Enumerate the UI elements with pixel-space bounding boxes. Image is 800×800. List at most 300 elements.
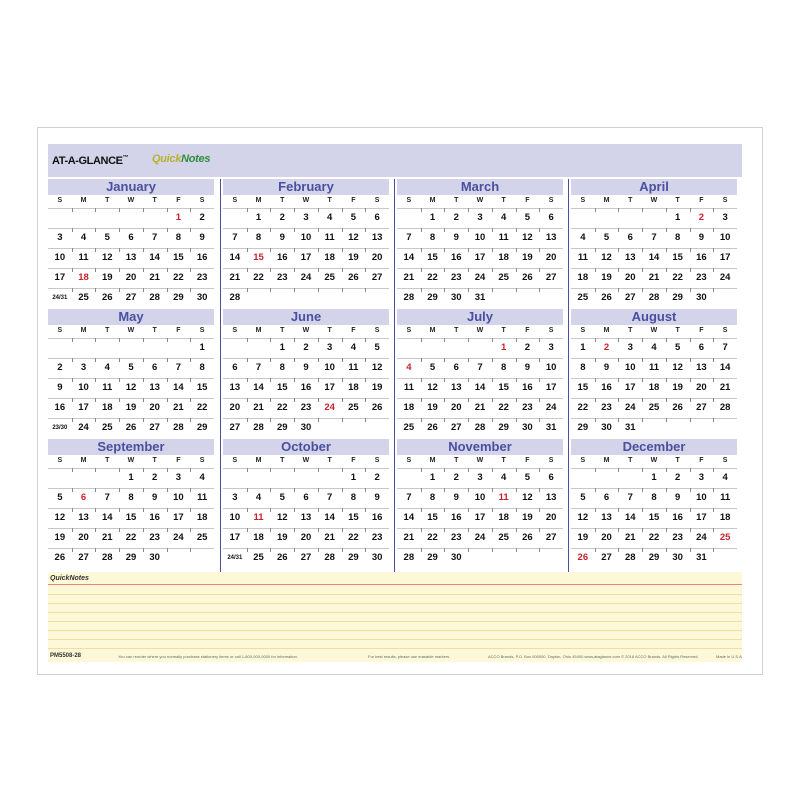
day-cell: 8 <box>651 492 657 503</box>
day-cell: 23 <box>300 402 312 413</box>
day-cell: 19 <box>427 402 438 413</box>
day-cell: 18 <box>577 272 589 283</box>
day-cell: 27 <box>149 422 160 433</box>
weekday-label: S <box>199 457 205 464</box>
day-cell: 3 <box>477 472 483 483</box>
weekday-label: M <box>429 327 436 334</box>
day-cell: 2 <box>279 212 285 223</box>
weekday-label: S <box>232 457 238 464</box>
day-cell: 4 <box>199 472 205 483</box>
day-cell: 29 <box>577 422 589 433</box>
weekday-label: T <box>454 197 459 204</box>
day-cell: 19 <box>577 532 589 543</box>
day-cell: 17 <box>696 512 707 523</box>
day-cell: 12 <box>276 512 288 523</box>
weekday-label: M <box>255 327 262 334</box>
note-rule <box>48 648 742 649</box>
day-cell: 15 <box>348 512 359 523</box>
day-cell: 27 <box>696 402 707 413</box>
day-cell: 2 <box>199 212 205 223</box>
day-cell: 15 <box>196 382 208 393</box>
footer-text-origin: Made in U.S.A. <box>716 654 743 659</box>
footer-text-markers: For best results, please use erasable markers. <box>368 654 451 659</box>
day-cell: 27 <box>545 532 557 543</box>
day-cell: 29 <box>125 552 137 563</box>
day-cell: 3 <box>175 472 182 483</box>
day-cell: 26 <box>125 422 137 433</box>
month-july <box>397 309 563 436</box>
day-cell: 2 <box>57 362 63 373</box>
month-title: January <box>48 179 214 195</box>
day-cell: 26 <box>522 272 533 283</box>
day-cell: 22 <box>276 402 288 413</box>
day-cell: 15 <box>427 512 438 523</box>
day-cell: 26 <box>54 552 66 563</box>
weekday-label: S <box>57 327 63 334</box>
weekday-label: T <box>327 327 332 334</box>
weekday-label: S <box>232 327 238 334</box>
month-december <box>571 439 737 566</box>
product-code: PM5508-28 <box>50 653 82 659</box>
weekday-label: S <box>374 457 380 464</box>
day-cell: 8 <box>175 232 182 243</box>
weekday-label: S <box>580 457 586 464</box>
day-cell-combined: 24/31 <box>227 555 243 561</box>
day-cell: 21 <box>101 532 113 543</box>
day-cell: 7 <box>175 362 182 373</box>
day-cell: 6 <box>128 232 134 243</box>
day-cell: 15 <box>276 382 288 393</box>
day-cell: 2 <box>453 212 459 223</box>
footer-text-copyright: ACCO Brands, P.O. Box 000000, Dayton, Ohio 45400 www.ataglance.com © 2018 ACCO Brands. All Rights Reserved. <box>488 654 699 659</box>
day-cell: 10 <box>545 362 557 373</box>
day-cell: 8 <box>429 492 436 503</box>
weekday-label: M <box>255 197 262 204</box>
day-cell: 14 <box>101 512 113 523</box>
day-cell: 19 <box>54 532 66 543</box>
day-cell: 16 <box>672 512 683 523</box>
day-cell: 11 <box>498 232 509 243</box>
day-cell: 7 <box>477 362 483 373</box>
month-title: February <box>223 179 389 195</box>
day-cell: 24 <box>696 532 707 543</box>
day-cell: 29 <box>498 422 509 433</box>
day-cell: 13 <box>78 512 89 523</box>
day-cell: 20 <box>624 272 636 283</box>
weekday-label: T <box>327 197 332 204</box>
day-cell: 16 <box>54 402 66 413</box>
day-cell: 24 <box>474 532 486 543</box>
weekday-label: W <box>476 457 484 464</box>
footer <box>48 650 742 662</box>
day-cell: 24 <box>545 402 557 413</box>
day-cell: 27 <box>300 552 312 563</box>
day-cell: 28 <box>474 422 486 433</box>
day-cell: 16 <box>276 252 288 263</box>
day-cell: 24 <box>173 532 184 543</box>
grid-tick <box>247 288 248 292</box>
day-cell: 9 <box>199 232 205 243</box>
day-cell: 20 <box>545 512 557 523</box>
day-cell: 2 <box>524 342 531 353</box>
day-cell: 9 <box>57 382 63 393</box>
day-cell: 26 <box>427 422 438 433</box>
day-cell: 14 <box>624 512 636 523</box>
day-cell: 10 <box>78 382 89 393</box>
weekday-label: S <box>199 197 205 204</box>
weekday-label: F <box>699 457 704 464</box>
day-cell: 30 <box>196 292 208 303</box>
weekday-label: W <box>302 327 310 334</box>
day-cell: 8 <box>128 492 134 503</box>
day-cell: 15 <box>125 512 137 523</box>
day-cell: 21 <box>149 272 160 283</box>
weekday-label: S <box>406 457 412 464</box>
day-cell: 26 <box>577 552 589 563</box>
grid-tick <box>642 418 643 422</box>
day-cell: 3 <box>477 212 483 223</box>
weekday-label: T <box>280 457 285 464</box>
day-cell: 7 <box>232 232 238 243</box>
day-cell: 9 <box>698 232 705 243</box>
day-cell: 25 <box>498 272 509 283</box>
grid-line <box>48 338 214 339</box>
day-cell: 7 <box>651 232 657 243</box>
grid-tick <box>421 338 422 342</box>
weekday-label: T <box>152 457 157 464</box>
day-cell: 3 <box>80 362 87 373</box>
weekday-label: S <box>580 197 586 204</box>
day-cell: 27 <box>125 292 137 303</box>
weekday-label: T <box>501 457 506 464</box>
month-april <box>571 179 737 306</box>
day-cell: 28 <box>403 292 415 303</box>
sub-brand-logo: QuickNotes <box>152 153 211 165</box>
day-cell: 1 <box>675 212 681 223</box>
grid-tick <box>468 548 469 552</box>
weekday-label: S <box>406 197 412 204</box>
day-cell: 30 <box>371 552 383 563</box>
weekday-label: F <box>351 327 356 334</box>
grid-tick <box>190 548 191 552</box>
weekday-label: M <box>603 457 610 464</box>
day-cell: 26 <box>672 402 683 413</box>
grid-tick <box>167 548 168 552</box>
day-cell: 20 <box>696 382 707 393</box>
day-cell: 6 <box>80 492 87 503</box>
day-cell: 9 <box>152 492 158 503</box>
day-cell: 22 <box>348 532 359 543</box>
day-cell: 9 <box>374 492 380 503</box>
weekday-label: F <box>351 457 356 464</box>
day-cell: 2 <box>453 472 459 483</box>
day-cell: 19 <box>348 252 359 263</box>
calendar-sheet <box>37 127 763 675</box>
day-cell: 25 <box>78 292 89 303</box>
day-cell: 19 <box>672 382 683 393</box>
day-cell: 30 <box>300 422 312 433</box>
day-cell: 1 <box>501 342 507 353</box>
grid-tick <box>95 468 96 472</box>
day-cell: 16 <box>601 382 612 393</box>
day-cell: 13 <box>125 252 137 263</box>
day-cell: 11 <box>498 492 509 503</box>
weekday-label: S <box>548 457 554 464</box>
day-cell: 16 <box>450 252 462 263</box>
day-cell: 4 <box>327 212 333 223</box>
day-cell: 27 <box>78 552 89 563</box>
weekday-label: F <box>525 457 530 464</box>
day-cell: 11 <box>102 382 113 393</box>
day-cell: 1 <box>279 342 285 353</box>
day-cell: 21 <box>324 532 335 543</box>
day-cell: 11 <box>197 492 208 503</box>
weekday-label: M <box>603 327 610 334</box>
weekday-label: T <box>675 327 680 334</box>
month-october <box>223 439 389 566</box>
day-cell: 28 <box>101 552 113 563</box>
weekday-label: T <box>105 197 110 204</box>
day-cell: 30 <box>522 422 533 433</box>
day-cell: 3 <box>698 472 705 483</box>
day-cell: 9 <box>675 492 681 503</box>
day-cell: 8 <box>501 362 507 373</box>
day-cell: 13 <box>371 232 383 243</box>
day-cell: 21 <box>648 272 660 283</box>
day-cell: 10 <box>173 492 184 503</box>
weekday-label: T <box>327 457 332 464</box>
column-separator <box>568 179 569 572</box>
day-cell: 12 <box>101 252 113 263</box>
day-cell: 4 <box>104 362 110 373</box>
day-cell: 11 <box>348 362 359 373</box>
grid-tick <box>342 418 343 422</box>
day-cell: 22 <box>498 402 509 413</box>
day-cell: 5 <box>429 362 436 373</box>
weekday-label: W <box>127 197 135 204</box>
day-cell: 13 <box>624 252 636 263</box>
day-cell: 4 <box>255 492 262 503</box>
day-cell: 15 <box>672 252 683 263</box>
day-cell: 12 <box>125 382 137 393</box>
day-cell: 20 <box>300 532 312 543</box>
day-cell: 12 <box>54 512 66 523</box>
day-cell: 25 <box>403 422 415 433</box>
grid-tick <box>72 208 73 212</box>
day-cell: 25 <box>648 402 660 413</box>
weekday-label: S <box>57 197 63 204</box>
day-cell: 5 <box>374 342 380 353</box>
weekday-label: F <box>351 197 356 204</box>
day-cell: 8 <box>350 492 357 503</box>
day-cell: 22 <box>173 272 184 283</box>
day-cell: 12 <box>522 492 533 503</box>
day-cell: 22 <box>672 272 683 283</box>
grid-tick <box>666 418 667 422</box>
weekday-label: S <box>722 197 728 204</box>
day-cell: 13 <box>300 512 312 523</box>
grid-tick <box>492 548 493 552</box>
day-cell: 28 <box>719 402 731 413</box>
day-cell: 19 <box>522 252 533 263</box>
day-cell: 18 <box>648 382 660 393</box>
grid-tick <box>95 338 96 342</box>
day-cell: 16 <box>196 252 208 263</box>
grid-tick <box>119 338 120 342</box>
grid-tick <box>247 338 248 342</box>
weekday-label: T <box>501 327 506 334</box>
day-cell: 9 <box>603 362 610 373</box>
day-cell: 17 <box>324 382 335 393</box>
month-september <box>48 439 214 566</box>
weekday-label: W <box>302 197 310 204</box>
day-cell: 31 <box>474 292 486 303</box>
weekday-label: T <box>105 457 110 464</box>
day-cell: 24 <box>474 272 486 283</box>
weekday-label: T <box>501 197 506 204</box>
day-cell: 17 <box>719 252 731 263</box>
day-cell: 1 <box>651 472 657 483</box>
brand-logo: AT-A-GLANCE™ <box>52 155 129 167</box>
day-cell: 29 <box>648 552 660 563</box>
day-cell: 26 <box>371 402 383 413</box>
weekday-label: T <box>675 197 680 204</box>
day-cell: 18 <box>498 512 509 523</box>
day-cell: 10 <box>696 492 707 503</box>
month-november <box>397 439 563 566</box>
day-cell: 19 <box>125 402 137 413</box>
day-cell: 24 <box>324 402 335 413</box>
day-cell: 25 <box>101 422 113 433</box>
day-cell: 29 <box>173 292 184 303</box>
day-cell: 7 <box>255 362 262 373</box>
day-cell: 5 <box>603 232 610 243</box>
day-cell: 30 <box>601 422 612 433</box>
header-band <box>48 144 742 177</box>
day-cell: 14 <box>403 512 415 523</box>
month-title: March <box>397 179 563 195</box>
day-cell: 28 <box>648 292 660 303</box>
day-cell: 29 <box>196 422 208 433</box>
day-cell: 15 <box>253 252 264 263</box>
day-cell: 27 <box>450 422 462 433</box>
day-cell: 18 <box>324 252 335 263</box>
day-cell: 3 <box>627 342 633 353</box>
day-cell: 5 <box>279 492 285 503</box>
day-cell: 5 <box>128 362 134 373</box>
day-cell: 5 <box>524 472 531 483</box>
weekday-label: W <box>302 457 310 464</box>
day-cell: 17 <box>545 382 557 393</box>
grid-line <box>223 288 389 289</box>
day-cell: 3 <box>548 342 554 353</box>
weekday-label: M <box>429 457 436 464</box>
day-cell: 26 <box>276 552 288 563</box>
weekday-label: W <box>127 327 135 334</box>
day-cell: 25 <box>253 552 264 563</box>
day-cell: 22 <box>577 402 589 413</box>
day-cell: 28 <box>149 292 160 303</box>
weekday-label: T <box>152 197 157 204</box>
grid-tick <box>539 548 540 552</box>
day-cell: 7 <box>627 492 633 503</box>
day-cell: 10 <box>300 232 312 243</box>
day-cell: 7 <box>406 492 412 503</box>
day-cell: 6 <box>548 212 554 223</box>
grid-tick <box>318 288 319 292</box>
notes-area[interactable] <box>48 572 742 650</box>
grid-tick <box>595 468 596 472</box>
day-cell: 30 <box>672 552 683 563</box>
day-cell: 28 <box>624 552 636 563</box>
day-cell: 15 <box>498 382 509 393</box>
day-cell: 25 <box>577 292 589 303</box>
footer-text-reorder: You can reorder where you normally purchase stationery items or call 1-800-000-0000 for information. <box>118 654 298 659</box>
day-cell: 10 <box>474 232 486 243</box>
day-cell: 10 <box>719 232 731 243</box>
day-cell: 27 <box>371 272 383 283</box>
day-cell: 4 <box>501 472 507 483</box>
day-cell: 18 <box>498 252 509 263</box>
grid-tick <box>294 468 295 472</box>
weekday-label: W <box>650 327 658 334</box>
day-cell: 15 <box>173 252 184 263</box>
weekday-label: M <box>80 457 87 464</box>
month-january <box>48 179 214 306</box>
day-cell: 11 <box>720 492 731 503</box>
day-cell: 22 <box>427 272 438 283</box>
day-cell: 5 <box>104 232 110 243</box>
grid-tick <box>119 208 120 212</box>
day-cell: 10 <box>324 362 335 373</box>
grid-tick <box>539 288 540 292</box>
day-cell: 9 <box>303 362 309 373</box>
day-cell: 19 <box>276 532 288 543</box>
day-cell: 1 <box>429 212 436 223</box>
month-august <box>571 309 737 436</box>
weekday-label: F <box>699 197 704 204</box>
weekday-label: T <box>454 457 459 464</box>
day-cell: 13 <box>545 492 557 503</box>
day-cell: 24 <box>78 422 89 433</box>
weekday-label: S <box>232 197 238 204</box>
weekday-label: F <box>525 327 530 334</box>
day-cell: 16 <box>696 252 707 263</box>
grid-tick <box>713 548 714 552</box>
day-cell: 15 <box>577 382 589 393</box>
day-cell: 23 <box>450 272 462 283</box>
day-cell: 4 <box>580 232 586 243</box>
day-cell: 11 <box>648 362 659 373</box>
weekday-label: T <box>152 327 157 334</box>
day-cell: 3 <box>57 232 63 243</box>
day-cell: 3 <box>303 212 309 223</box>
day-cell: 11 <box>324 232 335 243</box>
weekday-label: W <box>476 197 484 204</box>
day-cell: 7 <box>722 342 728 353</box>
day-cell: 12 <box>348 232 359 243</box>
weekday-label: S <box>374 327 380 334</box>
day-cell: 18 <box>196 512 208 523</box>
day-cell: 27 <box>545 272 557 283</box>
day-cell: 15 <box>648 512 660 523</box>
day-cell: 13 <box>149 382 160 393</box>
day-cell: 6 <box>453 362 459 373</box>
day-cell: 3 <box>232 492 238 503</box>
day-cell: 22 <box>196 402 208 413</box>
day-cell: 5 <box>350 212 357 223</box>
month-march <box>397 179 563 306</box>
